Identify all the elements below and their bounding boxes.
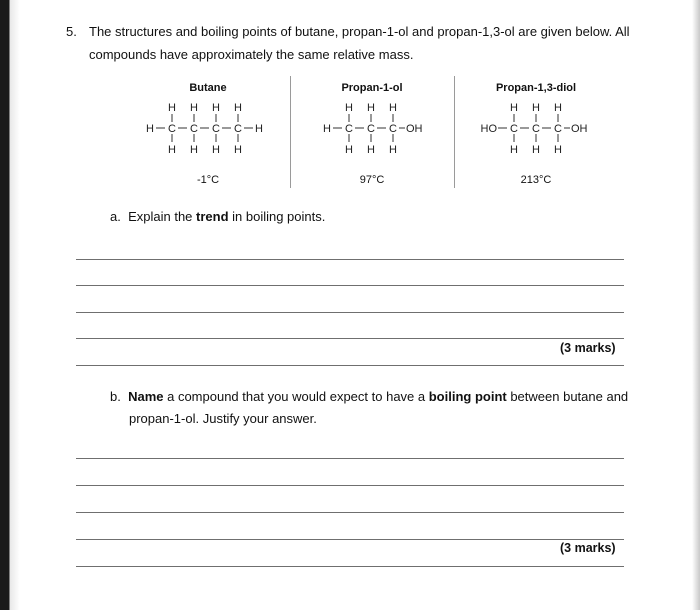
part-b-bold-2: boiling point [428, 389, 507, 404]
atom-label: C [345, 123, 353, 135]
atom-label: H [212, 102, 220, 114]
part-b-text-2: between butane and [506, 389, 629, 404]
part-b-marks: (3 marks) [560, 541, 616, 555]
atom-label: H [389, 102, 397, 114]
part-a-text-after: in boiling points. [228, 209, 326, 224]
molecule-propan-1-3-diol [456, 76, 616, 192]
atom-label: H [532, 144, 540, 156]
atom-label: H [212, 144, 220, 156]
atom-label: H [190, 144, 198, 156]
answer-line[interactable] [76, 312, 624, 313]
atom-label: H [510, 102, 518, 114]
atom-label: H [554, 102, 562, 114]
boiling-point: 213°C [520, 174, 552, 186]
atom-label: HO [480, 123, 497, 135]
atom-label: H [234, 102, 242, 114]
page-right-edge-shadow [692, 0, 700, 610]
answer-line[interactable] [76, 365, 624, 366]
atom-label: C [234, 123, 242, 135]
answer-line[interactable] [76, 512, 624, 513]
atom-label: C [554, 123, 562, 135]
answer-line[interactable] [76, 458, 624, 459]
molecule-propan-1-ol [292, 76, 452, 192]
atom-label: C [367, 123, 375, 135]
atom-label: H [554, 144, 562, 156]
part-a-prompt [110, 209, 325, 224]
part-a-text-before: Explain the [128, 209, 197, 224]
part-b-bold-1: Name [128, 389, 164, 404]
atom-label: H [345, 102, 353, 114]
propan-1-3-diol-structure [456, 102, 616, 162]
atom-label: H [532, 102, 540, 114]
atom-label: C [389, 123, 397, 135]
propan-1-ol-structure [292, 102, 452, 162]
answer-line[interactable] [76, 338, 624, 339]
page-left-edge-shadow [0, 0, 20, 610]
atom-label: C [212, 123, 220, 135]
part-a-label: a. [110, 209, 121, 224]
atom-label: C [510, 123, 518, 135]
butane-structure [128, 102, 288, 162]
answer-line[interactable] [76, 485, 624, 486]
answer-line[interactable] [76, 259, 624, 260]
atom-label: C [532, 123, 540, 135]
molecule-butane [128, 76, 288, 192]
atom-label: H [345, 144, 353, 156]
atom-label: H [190, 102, 198, 114]
part-a-bold: trend [196, 209, 229, 224]
answer-line[interactable] [76, 566, 624, 567]
part-b-label: b. [110, 389, 121, 404]
question-intro-line-2: compounds have approximately the same relative mass. [89, 47, 414, 62]
part-a-marks: (3 marks) [560, 341, 616, 355]
question-number: 5. [66, 24, 77, 39]
part-b-text-1: a compound that you would expect to have a [163, 389, 429, 404]
atom-label: OH [406, 123, 423, 135]
part-b-prompt-line-2: propan-1-ol. Justify your answer. [129, 411, 317, 426]
boiling-point: -1°C [196, 174, 220, 186]
atom-label: C [168, 123, 176, 135]
atom-label: H [146, 123, 154, 135]
column-divider [454, 76, 455, 188]
answer-line[interactable] [76, 539, 624, 540]
molecule-name: Propan-1-ol [341, 82, 403, 94]
atom-label: H [234, 144, 242, 156]
question-intro-line-1: The structures and boiling points of butane, propan-1-ol and propan-1,3-ol are given below. All [89, 24, 630, 39]
atom-label: H [389, 144, 397, 156]
atom-label: H [323, 123, 331, 135]
atom-label: C [190, 123, 198, 135]
molecule-name: Butane [189, 82, 227, 94]
column-divider [290, 76, 291, 188]
atom-label: H [367, 102, 375, 114]
answer-line[interactable] [76, 285, 624, 286]
atom-label: H [255, 123, 263, 135]
atom-label: H [168, 102, 176, 114]
atom-label: H [367, 144, 375, 156]
atom-label: H [168, 144, 176, 156]
boiling-point: 97°C [359, 174, 385, 186]
atom-label: H [510, 144, 518, 156]
part-b-prompt [110, 389, 628, 404]
molecule-name: Propan-1,3-diol [495, 82, 577, 94]
atom-label: OH [571, 123, 588, 135]
